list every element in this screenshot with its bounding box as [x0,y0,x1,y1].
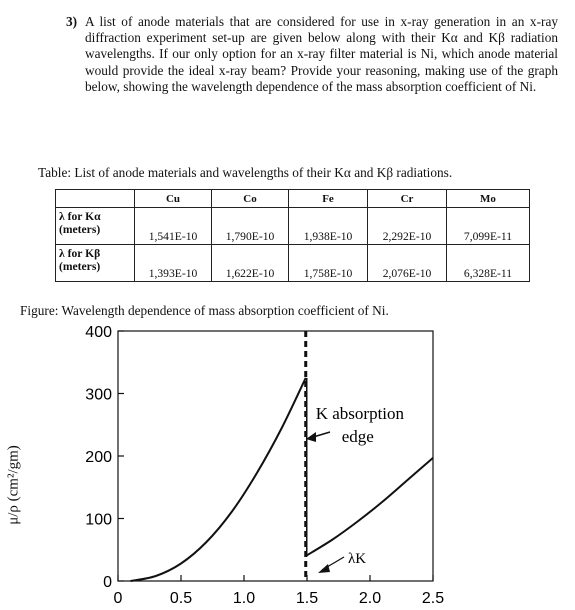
table-cell: 1,758E-10 [289,245,368,282]
plot-frame [118,331,433,581]
table-cell: 1,938E-10 [289,208,368,245]
lambda-k-arrow-head [318,564,330,573]
chart-layer [85,324,444,607]
y-tick-label: 100 [85,511,112,529]
x-tick-label: 0 [113,590,123,607]
table-cell: 1,393E-10 [135,245,212,282]
x-tick-label: 1.5 [295,590,319,607]
question-number: 3) [66,14,78,29]
row-label-line2: (meters) [59,223,101,236]
y-tick-label: 200 [85,449,112,466]
row-label-line1: λ for Kα [59,210,101,223]
x-tick-label: 0.5 [169,590,193,607]
row-label-line2: (meters) [59,260,101,273]
table-cell: 2,076E-10 [368,245,447,282]
header-cr: Cr [368,190,447,208]
y-tick-label: 400 [85,324,112,341]
table-cell: 1,790E-10 [212,208,289,245]
figure-caption: Figure: Wavelength dependence of mass absorption coefficient of Ni. [20,303,389,318]
header-cu: Cu [135,190,212,208]
header-mo: Mo [447,190,530,208]
row-label-line1: λ for Kβ [59,247,101,260]
table-cell: 6,328E-11 [447,245,530,282]
table-caption: Table: List of anode materials and wavelengths of their Kα and Kβ radiations. [38,165,453,180]
x-tick-label: 1.0 [232,590,256,607]
table-cell: 1,622E-10 [212,245,289,282]
table-cell: 2,292E-10 [368,208,447,245]
table-cell: 1,541E-10 [135,208,212,245]
table-cell: 7,099E-11 [447,208,530,245]
curve-below-edge [131,378,306,581]
y-tick-label: 300 [85,386,112,404]
y-axis-label: μ/ρ (cm²/gm) [5,445,22,525]
edge-label-line1: K absorption [315,404,405,423]
x-tick-label: 2.5 [421,590,445,607]
edge-arrow-head [306,432,316,442]
header-co: Co [212,190,289,208]
curve-above-edge [306,458,433,556]
question-text: A list of anode materials that are considered for use in x-ray generation in an x-ray diffraction experiment set-up are given below along with their Kα and Kβ radiation wavelengths. If our only option for an x-ray filter material is Ni, which anode material would provide the ideal x-ray beam? Provide your reasoning, making use of the graph below, showing the wavelength dependence of the mass absorption coefficient of Ni. [85,14,558,94]
edge-label-line2: edge [341,427,374,446]
lambda-k-label: λK [348,551,367,567]
header-fe: Fe [289,190,368,208]
y-tick-label: 0 [103,574,112,591]
x-tick-label: 2.0 [358,590,382,607]
